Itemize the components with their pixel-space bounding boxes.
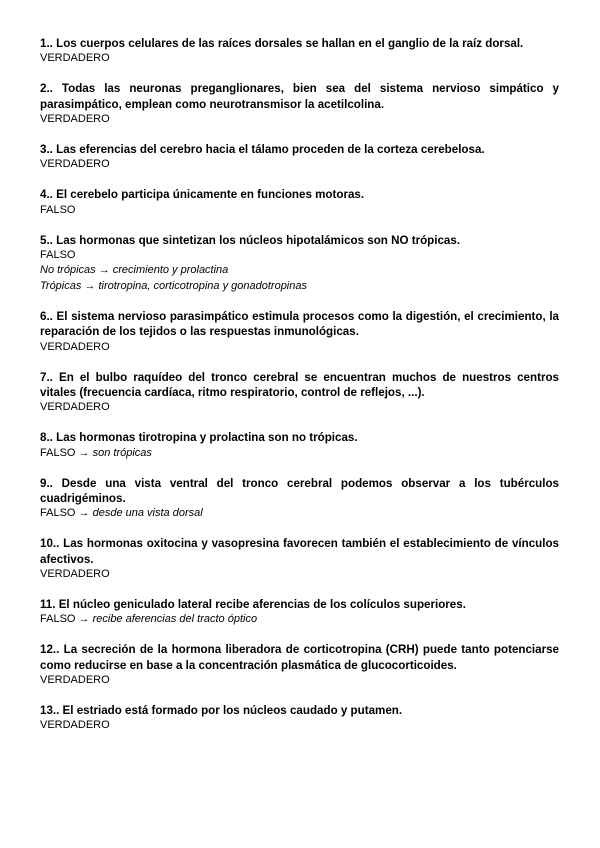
answer-verdict: VERDADERO xyxy=(40,52,110,65)
question-text: 5.. Las hormonas que sintetizan los núcleos hipotalámicos son NO trópicas. xyxy=(40,233,461,247)
answer-text xyxy=(40,51,559,66)
answer-text xyxy=(40,112,559,127)
arrow-icon: → xyxy=(78,507,90,520)
answer-note: No trópicas → crecimiento y prolactina xyxy=(40,264,229,277)
question-item xyxy=(40,703,559,734)
question-text: 12.. La secreción de la hormona liberadora de corticotropina (CRH) puede tanto potenciarse como reducirse en base a la concentración plasmática de glucocorticoides. xyxy=(40,643,559,672)
answer-text xyxy=(40,673,559,688)
answer-text xyxy=(40,567,559,582)
question-item xyxy=(40,370,559,416)
answer-text xyxy=(40,340,559,355)
question-item xyxy=(40,142,559,173)
question-text: 4.. El cerebelo participa únicamente en funciones motoras. xyxy=(40,188,365,202)
question-item xyxy=(40,476,559,522)
answer-explanation: recibe aferencias del tracto óptico xyxy=(92,613,258,626)
answer-verdict: FALSO xyxy=(40,613,76,626)
answer-verdict: VERDADERO xyxy=(40,568,110,581)
answer-text xyxy=(40,248,559,263)
question-item xyxy=(40,36,559,67)
question-item xyxy=(40,642,559,688)
question-text: 8.. Las hormonas tirotropina y prolactina son no trópicas. xyxy=(40,431,358,445)
question-text: 1.. Los cuerpos celulares de las raíces dorsales se hallan en el ganglio de la raíz dorsal. xyxy=(40,37,524,50)
answer-text xyxy=(40,612,559,627)
answer-note: Trópicas → tirotropina, corticotropina y gonadotropinas xyxy=(40,279,307,292)
answer-verdict: FALSO xyxy=(40,507,76,520)
answer-text xyxy=(40,718,559,733)
answer-verdict: VERDADERO xyxy=(40,401,110,414)
question-item xyxy=(40,81,559,127)
answer-verdict: FALSO xyxy=(40,446,76,459)
arrow-icon: → xyxy=(78,446,90,459)
question-item xyxy=(40,309,559,355)
question-item xyxy=(40,536,559,582)
answer-verdict: VERDADERO xyxy=(40,674,110,687)
question-item xyxy=(40,187,559,218)
answer-text xyxy=(40,446,559,461)
answer-verdict: VERDADERO xyxy=(40,719,110,732)
question-item xyxy=(40,430,559,461)
question-item xyxy=(40,233,559,295)
answer-text xyxy=(40,506,559,521)
answer-verdict: VERDADERO xyxy=(40,113,110,126)
arrow-icon: → xyxy=(78,613,90,626)
question-text: 2.. Todas las neuronas preganglionares, bien sea del sistema nervioso simpático y parasimpático, emplean como neurotransmisor la acetilcolina. xyxy=(40,82,559,111)
answer-explanation: desde una vista dorsal xyxy=(92,507,203,520)
answer-verdict: FALSO xyxy=(40,203,76,216)
question-text: 3.. Las eferencias del cerebro hacia el tálamo proceden de la corteza cerebelosa. xyxy=(40,143,485,157)
answer-explanation: son trópicas xyxy=(92,446,152,459)
question-text: 11. El núcleo geniculado lateral recibe aferencias de los colículos superiores. xyxy=(40,597,466,611)
question-text: 10.. Las hormonas oxitocina y vasopresina favorecen también el establecimiento de vínculos afectivos. xyxy=(40,537,559,566)
answer-verdict: VERDADERO xyxy=(40,340,110,353)
answer-text xyxy=(40,400,559,415)
question-text: 9.. Desde una vista ventral del tronco cerebral podemos observar a los tubérculos cuadrigéminos. xyxy=(40,476,559,505)
question-item xyxy=(40,597,559,628)
question-text: 6.. El sistema nervioso parasimpático estimula procesos como la digestión, el crecimiento, la reparación de los tejidos o las respuestas inmunológicas. xyxy=(40,309,559,339)
answer-verdict: VERDADERO xyxy=(40,158,110,171)
answer-verdict: FALSO xyxy=(40,249,76,262)
answer-text xyxy=(40,203,559,218)
question-text: 13.. El estriado está formado por los núcleos caudado y putamen. xyxy=(40,704,403,717)
question-text: 7.. En el bulbo raquídeo del tronco cerebral se encuentran muchos de nuestros centros vitales (frecuencia cardíaca, ritmo respiratorio, control de reflejos, ...). xyxy=(40,370,559,399)
answer-text xyxy=(40,157,559,172)
